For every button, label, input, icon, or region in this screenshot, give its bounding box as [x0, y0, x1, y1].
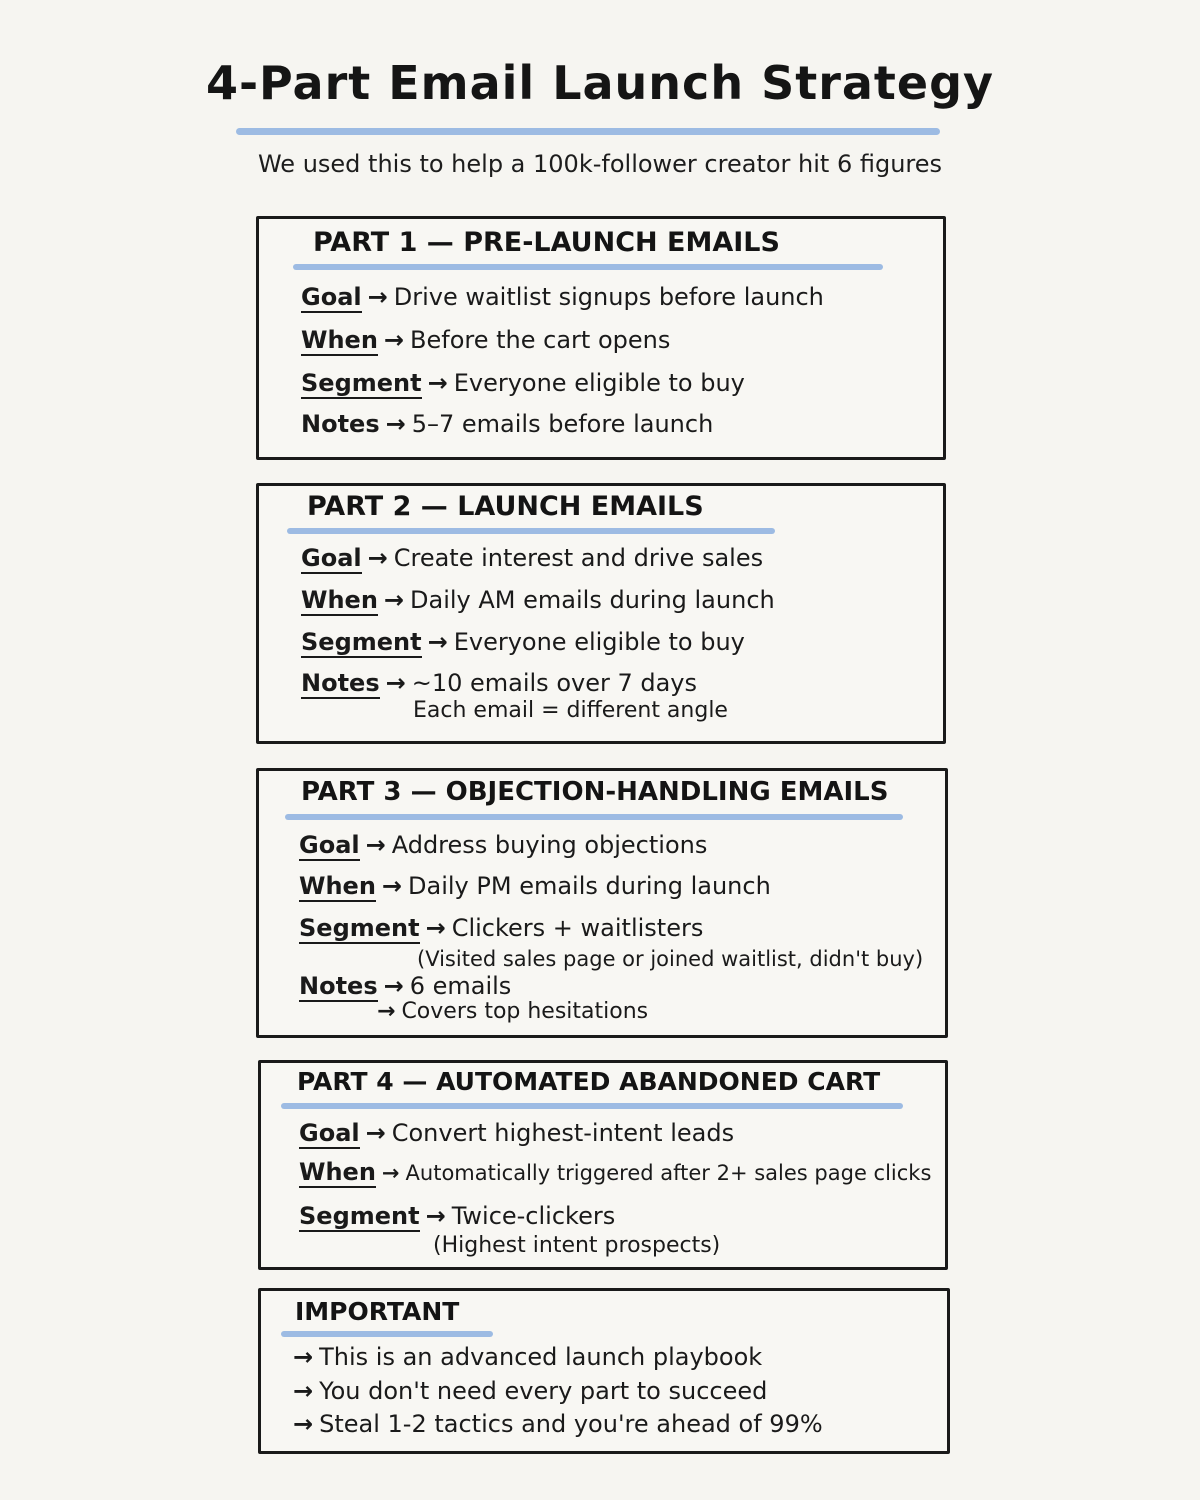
important-item: [293, 1343, 762, 1371]
when-text: Before the cart opens: [410, 326, 671, 354]
part-1-underline: [293, 264, 883, 270]
arrow-icon: →: [383, 586, 405, 614]
part-2-goal-row: [301, 544, 763, 574]
arrow-icon: →: [385, 410, 406, 438]
part-4-title: PART 4 — AUTOMATED ABANDONED CART: [297, 1067, 881, 1096]
part-1-notes-row: [301, 410, 713, 438]
arrow-icon: →: [365, 831, 386, 859]
part-2-when-row: [301, 586, 775, 616]
part-4-card: [258, 1060, 948, 1270]
segment-text: Everyone eligible to buy: [453, 369, 745, 397]
notes-label: Notes: [301, 671, 380, 699]
arrow-icon: →: [293, 1343, 314, 1371]
part-1-card: [256, 216, 946, 460]
arrow-icon: →: [367, 283, 388, 311]
part-3-segment-row: [299, 914, 703, 944]
segment-label: Segment: [301, 371, 422, 399]
goal-text: Address buying objections: [391, 831, 708, 859]
arrow-icon: →: [293, 1410, 314, 1438]
when-text: Daily PM emails during launch: [408, 872, 771, 900]
part-1-when-row: [301, 326, 670, 356]
page-subtitle: We used this to help a 100k-follower creator hit 6 figures: [257, 150, 943, 178]
arrow-icon: →: [425, 1202, 446, 1230]
part-3-underline: [285, 814, 903, 820]
important-item: [293, 1410, 823, 1438]
title-underline: [236, 128, 940, 135]
part-1-title: PART 1 — PRE-LAUNCH EMAILS: [313, 227, 780, 258]
goal-text: Convert highest-intent leads: [391, 1119, 735, 1147]
arrow-icon: →: [425, 914, 446, 942]
part-4-underline: [281, 1103, 903, 1109]
arrow-icon: →: [365, 1119, 386, 1147]
part-4-segment-row: [299, 1202, 615, 1232]
segment-label: Segment: [301, 630, 422, 658]
goal-label: Goal: [299, 1121, 360, 1149]
notes-text: 5–7 emails before launch: [411, 410, 714, 438]
part-3-card: [256, 768, 948, 1038]
goal-label: Goal: [299, 833, 360, 861]
part-4-when-row: [299, 1160, 931, 1188]
when-label: When: [301, 588, 378, 616]
segment-text: Twice-clickers: [451, 1202, 616, 1230]
arrow-icon: →: [427, 369, 448, 397]
segment-label: Segment: [299, 916, 420, 944]
part-2-segment-row: [301, 628, 745, 658]
part-3-segment-note: (Visited sales page or joined waitlist, didn't buy): [417, 947, 924, 971]
arrow-icon: →: [383, 972, 404, 1000]
part-3-goal-row: [299, 831, 707, 861]
page-title: 4-Part Email Launch Strategy: [205, 56, 995, 110]
important-card: [258, 1288, 950, 1454]
goal-text: Drive waitlist signups before launch: [393, 283, 824, 311]
when-label: When: [299, 874, 376, 902]
part-1-segment-row: [301, 369, 745, 399]
when-text: Daily AM emails during launch: [410, 586, 775, 614]
segment-label: Segment: [299, 1204, 420, 1232]
arrow-icon: →: [381, 1161, 400, 1185]
important-item-text: This is an advanced launch playbook: [319, 1343, 763, 1371]
when-label: When: [301, 328, 378, 356]
arrow-icon: →: [367, 544, 388, 572]
part-3-title: PART 3 — OBJECTION-HANDLING EMAILS: [301, 777, 889, 807]
part-3-when-row: [299, 872, 771, 902]
part-2-notes-row: [301, 669, 697, 699]
notes-text: 6 emails: [409, 972, 512, 1000]
when-text: Automatically triggered after 2+ sales page clicks: [405, 1161, 932, 1185]
arrow-icon: →: [385, 669, 406, 697]
important-item-text: You don't need every part to succeed: [319, 1377, 768, 1405]
important-underline: [281, 1331, 493, 1337]
part-2-extra-note: Each email = different angle: [413, 698, 728, 723]
arrow-icon: →: [427, 628, 448, 656]
when-label: When: [299, 1160, 376, 1188]
goal-text: Create interest and drive sales: [393, 544, 764, 572]
notes-label: Notes: [301, 410, 380, 438]
important-item-text: Steal 1-2 tactics and you're ahead of 99%: [319, 1410, 823, 1438]
part-2-underline: [287, 528, 775, 534]
notes-text: ~10 emails over 7 days: [411, 669, 698, 697]
notes-label: Notes: [299, 974, 378, 1002]
arrow-icon: →: [377, 999, 396, 1024]
part-3-extra-row: [377, 999, 648, 1024]
part-3-extra-note: Covers top hesitations: [401, 999, 649, 1024]
arrow-icon: →: [381, 872, 403, 900]
segment-text: Everyone eligible to buy: [453, 628, 745, 656]
important-item: [293, 1377, 767, 1405]
goal-label: Goal: [301, 546, 362, 574]
important-title: IMPORTANT: [295, 1297, 460, 1326]
part-4-segment-note: (Highest intent prospects): [433, 1233, 721, 1258]
arrow-icon: →: [293, 1377, 314, 1405]
segment-text: Clickers + waitlisters: [451, 914, 704, 942]
part-3-notes-row: [299, 972, 511, 1002]
part-2-card: [256, 483, 946, 744]
part-2-title: PART 2 — LAUNCH EMAILS: [307, 491, 704, 522]
goal-label: Goal: [301, 285, 362, 313]
arrow-icon: →: [383, 326, 405, 354]
part-1-goal-row: [301, 283, 824, 313]
part-4-goal-row: [299, 1119, 734, 1149]
